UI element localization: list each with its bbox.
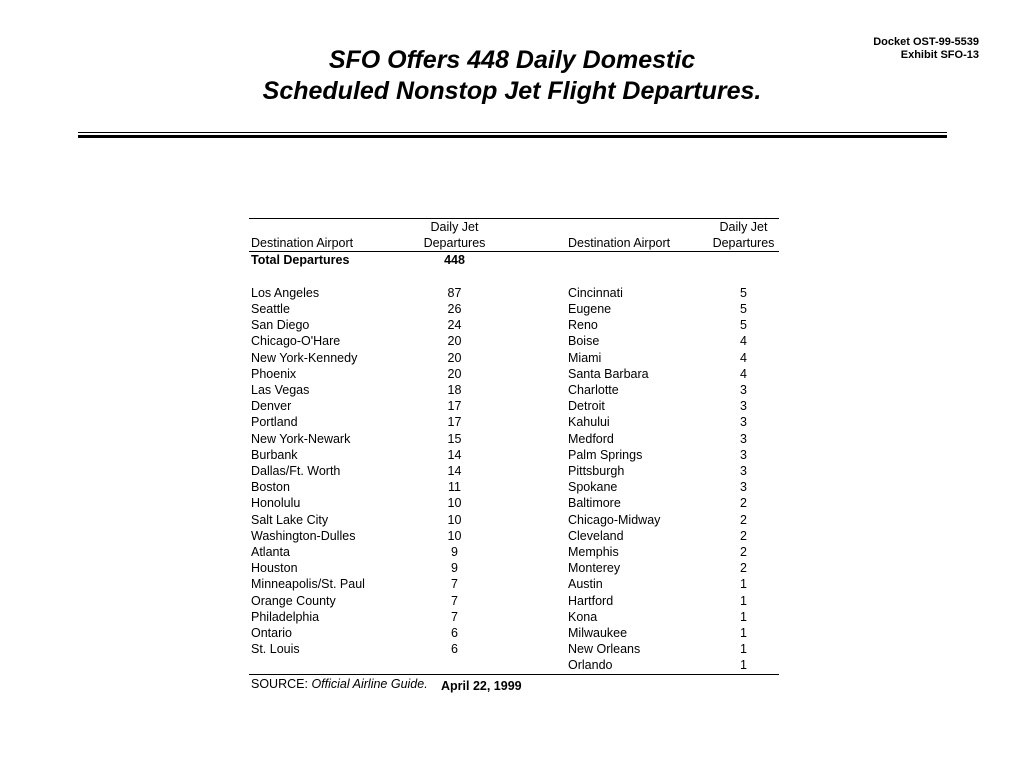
left-airport: New York-Kennedy	[251, 350, 358, 365]
left-airport: Phoenix	[251, 366, 297, 381]
column-gap	[488, 657, 568, 674]
table-row	[249, 431, 779, 447]
column-gap	[488, 366, 568, 382]
left-departures: 20	[447, 350, 462, 365]
table-row	[249, 463, 779, 479]
source-label: SOURCE:	[251, 677, 308, 691]
column-gap	[488, 350, 568, 366]
right-airport: Hartford	[568, 593, 614, 608]
column-gap	[488, 609, 568, 625]
right-airport: Eugene	[568, 302, 612, 316]
left-departures: 87	[447, 285, 462, 300]
left-departures: 24	[447, 318, 462, 333]
table-row	[249, 382, 779, 398]
table-row	[249, 447, 779, 463]
right-departures: 4	[740, 350, 747, 365]
left-departures: 7	[451, 577, 458, 592]
right-airport: Cincinnati	[568, 285, 623, 300]
right-departures: 4	[740, 334, 747, 349]
table-row	[249, 625, 779, 641]
column-gap	[488, 382, 568, 398]
right-airport: Kona	[568, 609, 598, 624]
column-gap	[488, 431, 568, 447]
table-row	[249, 495, 779, 511]
right-departures: 2	[740, 496, 747, 511]
table-row	[249, 366, 779, 382]
left-departures: 20	[447, 366, 462, 381]
table-row	[249, 657, 779, 674]
page-title	[0, 45, 1024, 107]
right-airport: Palm Springs	[568, 447, 643, 462]
right-departures: 3	[740, 399, 747, 414]
total-label: Total Departures	[251, 253, 350, 268]
right-airport: Memphis	[568, 545, 619, 560]
left-airport: Portland	[251, 415, 298, 430]
table-row	[249, 285, 779, 301]
left-airport: Philadelphia	[251, 609, 320, 624]
source-note	[251, 677, 428, 691]
right-departures: 3	[740, 431, 747, 446]
left-destination-header: Destination Airport	[249, 235, 421, 252]
column-gap	[488, 463, 568, 479]
left-airport	[249, 657, 421, 674]
departures-table	[249, 218, 779, 675]
right-airport: Austin	[568, 577, 603, 592]
left-departures	[421, 657, 488, 674]
left-airport: Chicago-O'Hare	[251, 334, 341, 349]
right-departures: 3	[740, 383, 747, 398]
title-line-2: Scheduled Nonstop Jet Flight Departures.	[262, 77, 762, 105]
left-departures: 10	[447, 512, 462, 527]
right-departures: 2	[740, 528, 747, 543]
left-airport: Los Angeles	[251, 285, 320, 300]
left-departures: 14	[447, 464, 462, 479]
docket-number: Docket OST-99-5539	[873, 36, 979, 48]
left-departures: 9	[451, 545, 458, 560]
spacer-row	[249, 269, 779, 285]
table-row	[249, 560, 779, 576]
right-airport: Miami	[568, 350, 602, 365]
column-gap	[488, 641, 568, 657]
right-airport: Reno	[568, 318, 598, 333]
right-airport: Kahului	[568, 415, 610, 430]
column-gap	[488, 495, 568, 511]
right-airport: Monterey	[568, 561, 621, 576]
right-airport: Detroit	[568, 399, 605, 414]
right-departures: 1	[740, 642, 747, 657]
right-departures: 1	[740, 593, 747, 608]
title-divider-thin	[78, 132, 947, 133]
left-departures: 6	[451, 642, 458, 657]
left-departures-header-line1: Daily Jet	[421, 219, 488, 236]
left-departures: 9	[451, 561, 458, 576]
left-departures: 14	[447, 447, 462, 462]
left-airport: Denver	[251, 399, 292, 414]
right-departures: 4	[740, 366, 747, 381]
right-departures: 1	[740, 609, 747, 624]
left-airport: New York-Newark	[251, 431, 351, 446]
right-airport: Chicago-Midway	[568, 512, 661, 527]
title-divider-thick	[78, 135, 947, 138]
table-row	[249, 301, 779, 317]
column-gap	[488, 285, 568, 301]
data-date: April 22, 1999	[441, 679, 522, 693]
column-gap	[488, 560, 568, 576]
right-departures: 1	[740, 577, 747, 592]
left-airport: Atlanta	[251, 545, 290, 560]
right-airport: Cleveland	[568, 528, 624, 543]
column-gap	[488, 593, 568, 609]
header-row-2	[249, 235, 779, 252]
left-airport: Burbank	[251, 447, 298, 462]
left-departures-header-line2: Departures	[421, 235, 488, 252]
right-airport: Charlotte	[568, 383, 619, 398]
left-departures: 6	[451, 626, 458, 641]
column-gap	[488, 301, 568, 317]
column-gap	[488, 528, 568, 544]
column-gap	[488, 479, 568, 495]
right-departures: 5	[740, 285, 747, 300]
left-airport: St. Louis	[251, 642, 300, 657]
left-departures: 7	[451, 593, 458, 608]
table-row	[249, 593, 779, 609]
left-airport: Dallas/Ft. Worth	[251, 464, 341, 479]
right-departures: 2	[740, 545, 747, 560]
column-gap	[488, 333, 568, 349]
left-departures: 20	[447, 334, 462, 349]
right-airport: Santa Barbara	[568, 366, 649, 381]
right-airport: Milwaukee	[568, 626, 628, 641]
left-airport: Orange County	[251, 593, 336, 608]
column-gap	[488, 576, 568, 592]
right-departures: 1	[708, 657, 779, 674]
right-departures: 2	[740, 561, 747, 576]
left-departures: 10	[447, 496, 462, 511]
left-airport: Salt Lake City	[251, 512, 329, 527]
left-departures: 18	[447, 383, 462, 398]
source-text: Official Airline Guide.	[311, 677, 428, 691]
right-airport: Medford	[568, 431, 614, 446]
table-row	[249, 528, 779, 544]
left-departures: 17	[447, 415, 462, 430]
exhibit-number: Exhibit SFO-13	[900, 49, 979, 61]
left-departures: 11	[448, 480, 461, 495]
table-row	[249, 544, 779, 560]
right-departures: 3	[740, 480, 747, 495]
left-departures: 15	[447, 431, 462, 446]
right-departures: 3	[740, 415, 747, 430]
table-row	[249, 479, 779, 495]
right-departures: 3	[740, 447, 747, 462]
column-gap	[488, 625, 568, 641]
total-row	[249, 252, 779, 269]
right-departures-header-line1: Daily Jet	[708, 219, 779, 236]
total-value: 448	[444, 253, 465, 268]
right-departures: 2	[740, 512, 747, 527]
right-airport: Baltimore	[568, 496, 621, 511]
right-departures: 5	[740, 318, 747, 333]
right-departures: 1	[740, 626, 747, 641]
table-row	[249, 317, 779, 333]
column-gap	[488, 544, 568, 560]
table-row	[249, 512, 779, 528]
left-airport: Ontario	[251, 626, 292, 641]
right-departures: 5	[740, 302, 747, 316]
table-row	[249, 398, 779, 414]
right-airport: Orlando	[568, 657, 708, 674]
left-airport: San Diego	[251, 318, 310, 333]
left-departures: 7	[451, 609, 458, 624]
left-airport: Las Vegas	[251, 383, 310, 398]
table-row	[249, 350, 779, 366]
left-airport: Minneapolis/St. Paul	[251, 577, 365, 592]
table-row	[249, 333, 779, 349]
left-airport: Seattle	[251, 302, 290, 316]
left-airport: Honolulu	[251, 496, 301, 511]
left-departures: 26	[447, 302, 462, 316]
left-airport: Boston	[251, 480, 290, 495]
right-departures: 3	[740, 464, 747, 479]
right-airport: New Orleans	[568, 642, 641, 657]
table-row	[249, 609, 779, 625]
left-departures: 10	[447, 528, 462, 543]
column-gap	[488, 398, 568, 414]
right-airport: Pittsburgh	[568, 464, 625, 479]
column-gap	[488, 317, 568, 333]
column-gap	[488, 512, 568, 528]
table-row	[249, 414, 779, 430]
table-row	[249, 576, 779, 592]
left-departures: 17	[447, 399, 462, 414]
column-gap	[488, 414, 568, 430]
column-gap	[488, 447, 568, 463]
right-airport: Boise	[568, 334, 600, 349]
right-airport: Spokane	[568, 480, 618, 495]
right-departures-header-line2: Departures	[708, 235, 779, 252]
table-row	[249, 641, 779, 657]
left-airport: Washington-Dulles	[251, 528, 356, 543]
left-airport: Houston	[251, 561, 298, 576]
header-row-1	[249, 219, 779, 236]
right-destination-header: Destination Airport	[568, 235, 708, 252]
title-line-1: SFO Offers 448 Daily Domestic	[328, 46, 696, 74]
